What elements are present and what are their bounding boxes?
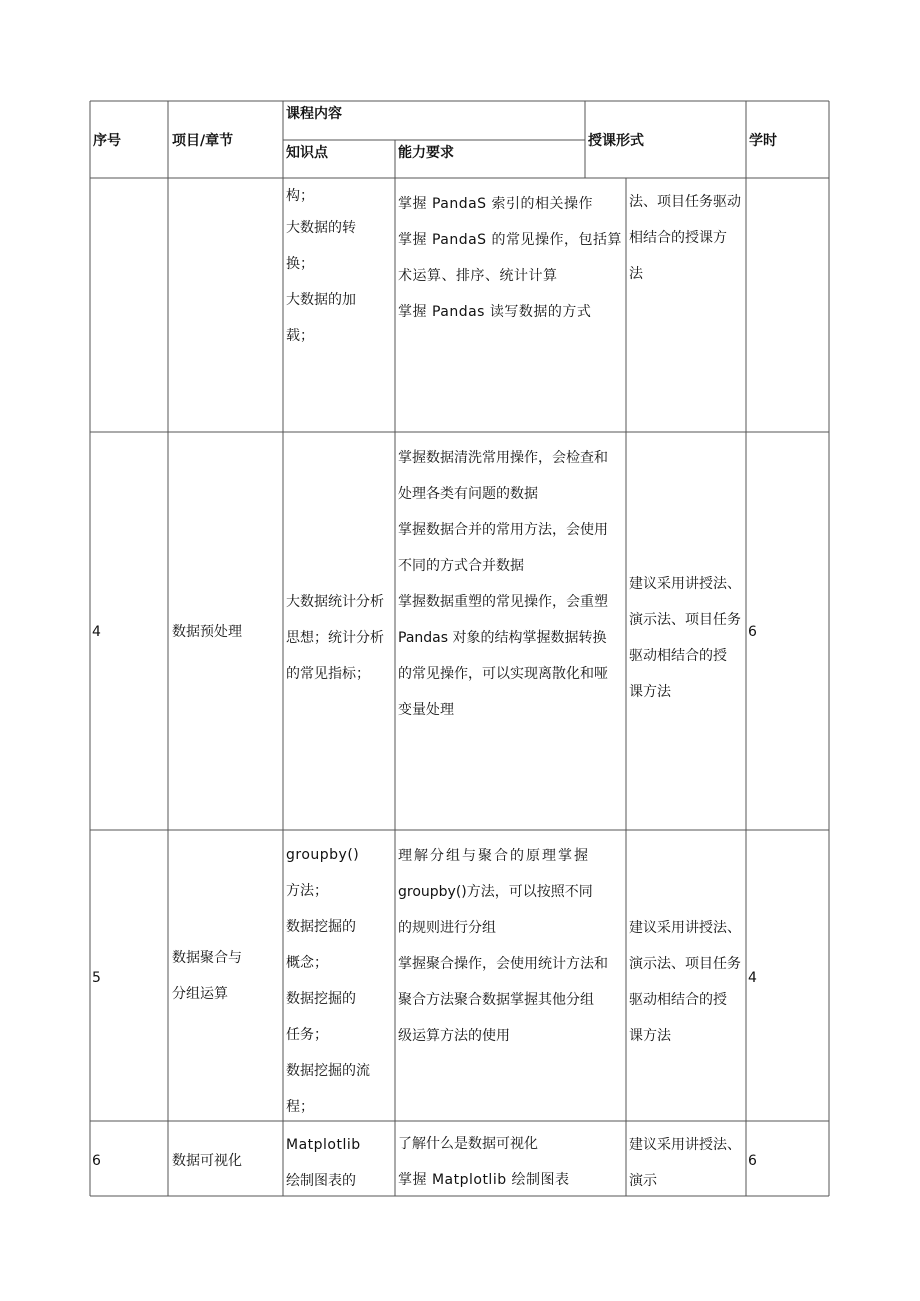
- chapter-line: 数据聚合与: [172, 950, 242, 966]
- format-line: 建议采用讲授法、: [629, 920, 741, 936]
- ability-line: 处理各类有问题的数据: [398, 486, 538, 502]
- header-knowledge: 知识点: [286, 145, 328, 161]
- ability-line: 聚合方法聚合数据掌握其他分组: [398, 992, 594, 1008]
- ability-line: groupby()方法，可以按照不同: [398, 884, 593, 900]
- ability-line: 掌握 Matplotlib 绘制图表: [398, 1172, 570, 1188]
- knowledge-line: 的常见指标；: [286, 666, 370, 682]
- row-2-ability: [398, 440, 608, 728]
- format-line: 演示法、项目任务: [629, 612, 741, 628]
- header-chapter: 项目/章节: [172, 133, 234, 149]
- format-line: 演示: [629, 1173, 657, 1189]
- format-line: 相结合的授课方: [629, 230, 727, 246]
- row-3-format: [629, 910, 741, 1054]
- row-3-chapter: [172, 940, 242, 1012]
- row-3-knowledge: [286, 837, 370, 1125]
- ability-line: 的常见操作，可以实现离散化和哑: [398, 666, 608, 682]
- row-4-format: [629, 1127, 741, 1199]
- knowledge-line: 数据挖掘的流: [286, 1063, 370, 1079]
- ability-line: 术运算、排序、统计计算: [398, 268, 558, 284]
- row-2-format: [629, 566, 741, 710]
- format-line: 驱动相结合的授: [629, 648, 727, 664]
- row-1-format: [629, 184, 741, 292]
- row-2-seq: 4: [92, 624, 101, 640]
- knowledge-line: 任务；: [286, 1027, 328, 1043]
- header-content: 课程内容: [286, 106, 342, 122]
- row-4-seq: 6: [92, 1153, 101, 1169]
- row-3-ability: [398, 838, 608, 1054]
- format-line: 课方法: [629, 684, 671, 700]
- row-4-hours: 6: [748, 1153, 757, 1169]
- knowledge-line: 程；: [286, 1099, 314, 1115]
- ability-line: 掌握数据重塑的常见操作，会重塑: [398, 594, 608, 610]
- knowledge-line: 概念；: [286, 955, 328, 971]
- knowledge-line: 方法；: [286, 883, 328, 899]
- row-4-knowledge: [286, 1127, 361, 1199]
- row-1-knowledge: [286, 182, 356, 354]
- ability-line: 的规则进行分组: [398, 920, 496, 936]
- knowledge-line: 构；: [286, 188, 314, 204]
- knowledge-line: 大数据统计分析: [286, 594, 384, 610]
- ability-line: 理解分组与聚合的原理掌握: [398, 848, 590, 864]
- header-format: 授课形式: [588, 133, 644, 149]
- ability-line: Pandas 对象的结构掌握数据转换: [398, 630, 607, 646]
- format-line: 课方法: [629, 1028, 671, 1044]
- header-seq: 序号: [93, 133, 121, 149]
- row-4-ability: [398, 1126, 570, 1198]
- knowledge-line: 大数据的转: [286, 220, 356, 236]
- format-line: 法、项目任务驱动: [629, 194, 741, 210]
- format-line: 演示法、项目任务: [629, 956, 741, 972]
- ability-line: 掌握聚合操作，会使用统计方法和: [398, 956, 608, 972]
- ability-line: 掌握 PandaS 索引的相关操作: [398, 196, 594, 212]
- knowledge-line: Matplotlib: [286, 1137, 361, 1153]
- header-hours: 学时: [749, 133, 777, 149]
- header-ability: 能力要求: [398, 145, 454, 161]
- knowledge-line: 数据挖掘的: [286, 991, 356, 1007]
- row-3-hours: 4: [748, 970, 757, 986]
- format-line: 法: [629, 266, 643, 282]
- knowledge-line: 绘制图表的: [286, 1173, 356, 1189]
- format-line: 建议采用讲授法、: [629, 576, 741, 592]
- ability-line: 掌握 Pandas 读写数据的方式: [398, 304, 592, 320]
- chapter-line: 分组运算: [172, 986, 228, 1002]
- row-2-knowledge: [286, 584, 384, 692]
- ability-line: 掌握数据清洗常用操作，会检查和: [398, 450, 608, 466]
- knowledge-line: 思想；统计分析: [286, 630, 384, 646]
- knowledge-line: 大数据的加: [286, 292, 356, 308]
- ability-line: 变量处理: [398, 702, 454, 718]
- knowledge-line: groupby(): [286, 847, 360, 863]
- ability-line: 不同的方式合并数据: [398, 558, 524, 574]
- row-4-chapter: 数据可视化: [172, 1153, 242, 1169]
- ability-line: 掌握 PandaS 的常见操作，包括算: [398, 232, 623, 248]
- row-3-seq: 5: [92, 970, 101, 986]
- row-2-chapter: 数据预处理: [172, 624, 242, 640]
- row-2-hours: 6: [748, 624, 757, 640]
- ability-line: 级运算方法的使用: [398, 1028, 510, 1044]
- ability-line: 掌握数据合并的常用方法，会使用: [398, 522, 608, 538]
- format-line: 驱动相结合的授: [629, 992, 727, 1008]
- row-1-ability: [398, 186, 622, 330]
- knowledge-line: 数据挖掘的: [286, 919, 356, 935]
- ability-line: 了解什么是数据可视化: [398, 1136, 538, 1152]
- format-line: 建议采用讲授法、: [629, 1137, 741, 1153]
- knowledge-line: 载；: [286, 328, 314, 344]
- knowledge-line: 换；: [286, 256, 314, 272]
